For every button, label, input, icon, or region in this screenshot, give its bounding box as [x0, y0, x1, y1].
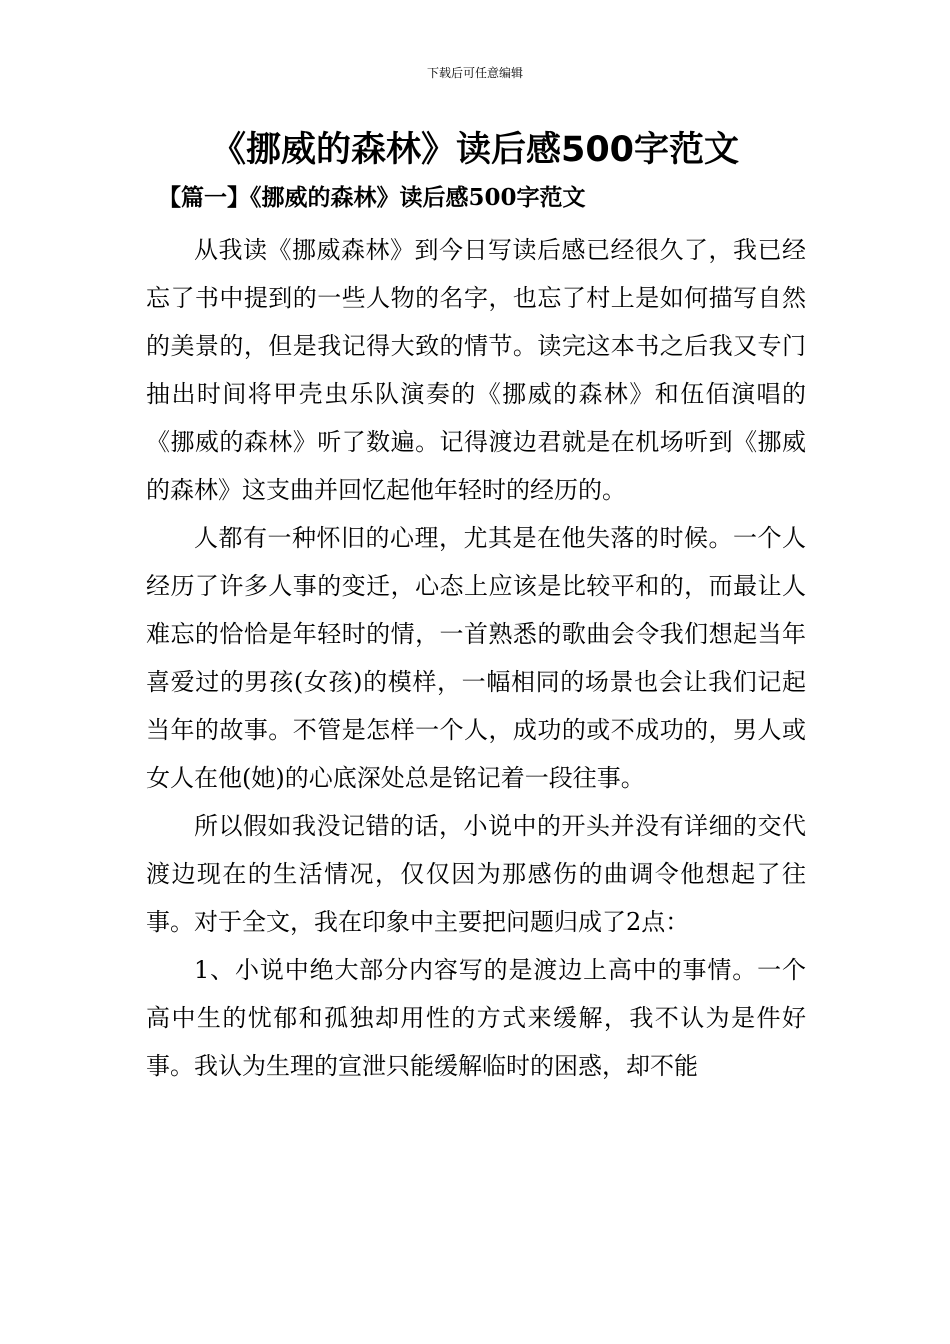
document-body: [146, 226, 806, 1090]
document-title: 《挪威的森林》读后感500字范文: [210, 130, 740, 170]
header-note: 下载后可任意编辑: [426, 66, 523, 80]
paragraph: 所以假如我没记错的话，小说中的开头并没有详细的交代渡边现在的生活情况，仅仅因为那感伤的曲调令他想起了往事。对于全文，我在印象中主要把问题归成了2点：: [146, 812, 806, 936]
section-heading: 【篇一】《挪威的森林》读后感500字范文: [158, 184, 586, 211]
paragraph: 人都有一种怀旧的心理，尤其是在他失落的时候。一个人经历了许多人事的变迁，心态上应该是比较平和的，而最让人难忘的恰恰是年轻时的情，一首熟悉的歌曲会令我们想起当年喜爱过的男孩(女孩)的模样，一幅相同的场景也会让我们记起当年的故事。不管是怎样一个人，成功的或不成功的，男人或女人在他(她)的心底深处总是铭记着一段往事。: [146, 524, 806, 792]
paragraph: 1、小说中绝大部分内容写的是渡边上高中的事情。一个高中生的忧郁和孤独却用性的方式来缓解，我不认为是件好事。我认为生理的宣泄只能缓解临时的困惑，却不能: [146, 956, 806, 1080]
paragraph: 从我读《挪威森林》到今日写读后感已经很久了，我已经忘了书中提到的一些人物的名字，也忘了村上是如何描写自然的美景的，但是我记得大致的情节。读完这本书之后我又专门抽出时间将甲壳虫乐队演奏的《挪威的森林》和伍佰演唱的《挪威的森林》听了数遍。记得渡边君就是在机场听到《挪威的森林》这支曲并回忆起他年轻时的经历的。: [146, 236, 806, 504]
